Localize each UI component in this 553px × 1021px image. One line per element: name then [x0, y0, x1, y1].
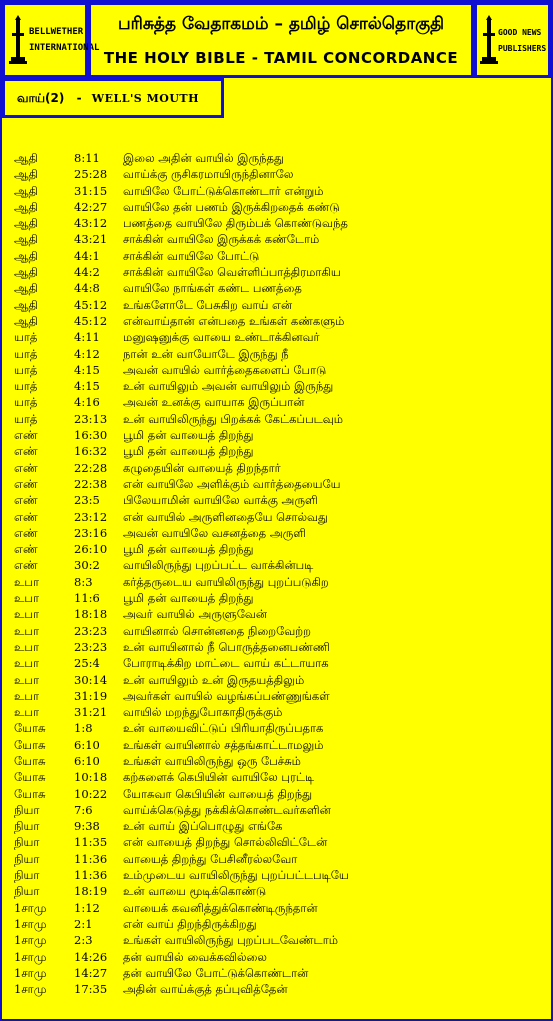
- book-abbrev: ஆதி: [14, 248, 38, 263]
- list-item: [14, 769, 544, 785]
- phrase: அதின் வாய்க்குத் தப்புவித்தேன்: [123, 982, 288, 997]
- book-abbrev: யாத்: [14, 362, 38, 377]
- good-news-logo: [474, 2, 551, 78]
- verse-ref: 1:8: [74, 721, 93, 736]
- list-item: [14, 541, 544, 557]
- phrase: கர்த்தருடைய வாயிலிருந்து புறப்படுகிற: [123, 574, 329, 589]
- list-item: [14, 297, 544, 313]
- book-abbrev: யாத்: [14, 411, 38, 426]
- book-abbrev: நியா: [14, 868, 40, 883]
- book-abbrev: 1சாமு: [14, 916, 47, 931]
- phrase: பூமி தன் வாயைத் திறந்து: [123, 428, 254, 443]
- book-abbrev: ஆதி: [14, 281, 38, 296]
- book-abbrev: ஆதி: [14, 216, 38, 231]
- list-item: [14, 704, 544, 720]
- phrase: உன் வாயை மூடிக்கொண்டு: [123, 884, 267, 899]
- list-item: [14, 199, 544, 215]
- list-item: [14, 655, 544, 671]
- phrase: இலை அதின் வாயில் இருந்தது: [123, 151, 284, 165]
- book-abbrev: யாத்: [14, 330, 38, 345]
- list-item: [14, 867, 544, 883]
- phrase: பணத்தை வாயிலே திரும்பக் கொண்டுவந்த: [123, 216, 348, 231]
- list-item: [14, 900, 544, 916]
- book-abbrev: நியா: [14, 802, 40, 817]
- book-abbrev: ஆதி: [14, 313, 38, 328]
- phrase: அவர்கள் வாயில் வழங்கப்பண்ணுங்கள்: [123, 688, 330, 703]
- verse-ref: 30:2: [74, 558, 100, 573]
- phrase: மனுஷனுக்கு வாயை உண்டாக்கினவர்: [123, 330, 320, 345]
- list-item: [14, 802, 544, 818]
- phrase: வாய்க்கு ருசிகரமாயிருந்தினாலே: [123, 167, 294, 182]
- title-box: [88, 2, 474, 78]
- list-item: [14, 574, 544, 590]
- verse-ref: 8:3: [74, 574, 93, 589]
- verse-ref: 11:35: [74, 835, 108, 850]
- verse-ref: 44:1: [74, 248, 100, 263]
- verse-ref: 25:4: [74, 656, 100, 671]
- list-item: [14, 183, 544, 199]
- phrase: அவன் வாயிலே வசனத்தை அருளி: [123, 525, 306, 540]
- book-abbrev: எண்: [14, 558, 38, 573]
- verse-ref: 14:26: [74, 949, 108, 964]
- list-item: [14, 411, 544, 427]
- phrase: உன் வாயிலிருந்து பிறக்கக் கேட்கப்படவும்: [123, 411, 344, 426]
- verse-ref: 23:13: [74, 411, 108, 426]
- verse-ref: 6:10: [74, 737, 100, 752]
- list-item: [14, 590, 544, 606]
- verse-ref: 4:15: [74, 379, 100, 394]
- list-item: [14, 965, 544, 981]
- book-abbrev: உபா: [14, 672, 39, 687]
- list-item: [14, 166, 544, 182]
- list-item: [14, 378, 544, 394]
- book-abbrev: யோசு: [14, 786, 46, 801]
- list-item: [14, 753, 544, 769]
- phrase: வாயைக் கவனித்துக்கொண்டிருந்தான்: [123, 900, 318, 915]
- book-abbrev: யோசு: [14, 721, 46, 736]
- phrase: என் வாயில் அருளினதையே சொல்வது: [123, 509, 329, 524]
- phrase: உன் வாயிலும் அவன் வாயிலும் இருந்து: [123, 379, 334, 394]
- list-item: [14, 557, 544, 573]
- book-abbrev: நியா: [14, 819, 40, 834]
- verse-ref: 44:8: [74, 281, 100, 296]
- book-abbrev: 1சாமு: [14, 933, 47, 948]
- verse-ref: 23:16: [74, 525, 108, 540]
- book-abbrev: உபா: [14, 705, 39, 720]
- list-item: [14, 525, 544, 541]
- book-abbrev: ஆதி: [14, 232, 38, 247]
- book-abbrev: உபா: [14, 656, 39, 671]
- list-item: [14, 786, 544, 802]
- verse-ref: 10:18: [74, 770, 108, 785]
- book-abbrev: யோசு: [14, 753, 46, 768]
- phrase: வாயிலே நாங்கள் கண்ட பணத்தை: [123, 281, 302, 296]
- verse-ref: 16:30: [74, 428, 108, 443]
- book-abbrev: உபா: [14, 639, 39, 654]
- verse-ref: 26:10: [74, 542, 108, 557]
- phrase: வாயில் மறந்துபோகாதிருக்கும்: [123, 705, 283, 720]
- book-abbrev: எண்: [14, 460, 38, 475]
- verse-ref: 23:5: [74, 493, 100, 508]
- phrase: என் வாயிலே அளிக்கும் வார்த்தையையே: [123, 476, 341, 491]
- book-abbrev: உபா: [14, 623, 39, 638]
- list-item: [14, 362, 544, 378]
- list-item: [14, 720, 544, 736]
- verse-ref: 30:14: [74, 672, 108, 687]
- book-abbrev: எண்: [14, 444, 38, 459]
- phrase: என் வாய் திறந்திருக்கிறது: [123, 916, 257, 931]
- phrase: வாயிலிருந்து புறப்பட்ட வாக்கின்படி: [123, 558, 314, 573]
- list-item: [14, 280, 544, 296]
- verse-ref: 31:21: [74, 705, 108, 720]
- list-item: [14, 492, 544, 508]
- phrase: யோசுவா கெபியின் வாயைத் திறந்து: [123, 786, 313, 801]
- book-abbrev: 1சாமு: [14, 965, 47, 980]
- verse-ref: 7:6: [74, 802, 93, 817]
- phrase: உன் வாய் இப்பொழுது எங்கே: [123, 819, 283, 834]
- list-item: [14, 834, 544, 850]
- book-abbrev: நியா: [14, 851, 40, 866]
- list-item: [14, 215, 544, 231]
- verse-ref: 4:11: [74, 330, 100, 345]
- verse-ref: 10:22: [74, 786, 108, 801]
- phrase: நான் உன் வாயோடே இருந்து நீ: [123, 346, 289, 361]
- list-item: [14, 688, 544, 704]
- list-item: [14, 443, 544, 459]
- verse-ref: 11:36: [74, 868, 108, 883]
- book-abbrev: யோசு: [14, 737, 46, 752]
- verse-ref: 45:12: [74, 313, 108, 328]
- verse-ref: 6:10: [74, 753, 100, 768]
- subject-box: [2, 78, 224, 118]
- book-abbrev: யாத்: [14, 395, 38, 410]
- list-item: [14, 313, 544, 329]
- book-abbrev: ஆதி: [14, 167, 38, 182]
- list-item: [14, 883, 544, 899]
- list-item: [14, 509, 544, 525]
- list-item: [14, 264, 544, 280]
- verse-ref: 22:28: [74, 460, 108, 475]
- subject-english: WELL'S MOUTH: [91, 92, 200, 105]
- phrase: சாக்கின் வாயிலே போட்டு: [123, 248, 260, 263]
- phrase: வாயிலே போட்டுக்கொண்டார் என்றும்: [123, 183, 324, 198]
- book-abbrev: ஆதி: [14, 297, 38, 312]
- book-abbrev: உபா: [14, 688, 39, 703]
- phrase: உங்களோடே பேசுகிற வாய் என்: [123, 297, 293, 312]
- list-item: [14, 150, 544, 166]
- verse-ref: 11:6: [74, 591, 100, 606]
- verse-ref: 18:19: [74, 884, 108, 899]
- phrase: வாயிலே தன் பணம் இருக்கிறதைக் கண்டு: [123, 199, 340, 214]
- subject-tamil: வாய்(2): [17, 91, 65, 105]
- list-item: [14, 231, 544, 247]
- list-item: [14, 981, 544, 997]
- book-abbrev: எண்: [14, 493, 38, 508]
- phrase: சாக்கின் வாயிலே இருக்கக் கண்டோம்: [123, 232, 320, 247]
- bellwether-logo: [2, 2, 100, 78]
- phrase: உன் வாயைவிட்டுப் பிரியாதிருப்பதாக: [123, 721, 324, 736]
- book-abbrev: 1சாமு: [14, 900, 47, 915]
- book-abbrev: உபா: [14, 607, 39, 622]
- book-abbrev: ஆதி: [14, 151, 38, 165]
- phrase: உங்கள் வாயிலிருந்து ஒரு பேச்சும்: [123, 753, 301, 768]
- verse-ref: 25:28: [74, 167, 108, 182]
- phrase: என்வாய்தான் என்பதை உங்கள் கண்களும்: [123, 313, 345, 328]
- left-logo-line1: BELLWETHER: [29, 27, 84, 37]
- list-item: [14, 639, 544, 655]
- book-abbrev: எண்: [14, 476, 38, 491]
- phrase: வாய்க்கெடுத்து நக்கிக்கொண்டவர்களின்: [123, 802, 331, 817]
- phrase: உங்கள் வாயிலிருந்து புறப்படவேண்டாம்: [123, 933, 338, 948]
- verse-ref: 44:2: [74, 265, 100, 280]
- book-abbrev: யாத்: [14, 379, 38, 394]
- lamp-icon: [5, 5, 85, 75]
- list-item: [14, 427, 544, 443]
- verse-ref: 14:27: [74, 965, 108, 980]
- book-abbrev: நியா: [14, 835, 40, 850]
- verse-ref: 16:32: [74, 444, 108, 459]
- subject-heading: [17, 91, 199, 107]
- verse-ref: 9:38: [74, 819, 100, 834]
- subject-separator: -: [76, 91, 82, 105]
- book-abbrev: உபா: [14, 591, 39, 606]
- verse-ref: 43:12: [74, 216, 108, 231]
- verse-ref: 1:12: [74, 900, 100, 915]
- verse-ref: 4:16: [74, 395, 100, 410]
- phrase: கற்களைக் கெபியின் வாயிலே புரட்டி: [123, 770, 315, 785]
- list-item: [14, 737, 544, 753]
- phrase: என் வாயைத் திறந்து சொல்லிவிட்டேன்: [123, 835, 328, 850]
- phrase: தன் வாயிலே போட்டுக்கொண்டான்: [123, 965, 309, 980]
- book-abbrev: யாத்: [14, 346, 38, 361]
- phrase: உங்கள் வாயினால் சத்தங்காட்டாமலும்: [123, 737, 324, 752]
- right-logo-line1: GOOD NEWS: [498, 28, 542, 37]
- verse-ref: 42:27: [74, 199, 108, 214]
- verse-ref: 17:35: [74, 982, 108, 997]
- book-abbrev: 1சாமு: [14, 982, 47, 997]
- list-item: [14, 329, 544, 345]
- left-logo-line2: INTERNATIONAL: [29, 43, 100, 53]
- phrase: கழுதையின் வாயைத் திறந்தார்: [123, 460, 281, 475]
- book-abbrev: 1சாமு: [14, 949, 47, 964]
- list-item: [14, 460, 544, 476]
- list-item: [14, 851, 544, 867]
- book-abbrev: யோசு: [14, 770, 46, 785]
- verse-ref: 11:36: [74, 851, 108, 866]
- verse-ref: 31:15: [74, 183, 108, 198]
- list-item: [14, 476, 544, 492]
- book-abbrev: நியா: [14, 884, 40, 899]
- title-english: THE HOLY BIBLE - TAMIL CONCORDANCE: [103, 49, 459, 67]
- phrase: அவன் உனக்கு வாயாக இருப்பான்: [123, 395, 305, 410]
- verse-ref: 45:12: [74, 297, 108, 312]
- phrase: வாயினால் சொன்னதை நிறைவேற்ற: [123, 623, 311, 638]
- phrase: உம்முடைய வாயிலிருந்து புறப்பட்டபடியே: [123, 868, 349, 883]
- verse-ref: 2:3: [74, 933, 93, 948]
- book-abbrev: ஆதி: [14, 183, 38, 198]
- right-logo-line2: PUBLISHERS: [498, 44, 547, 53]
- verse-ref: 31:19: [74, 688, 108, 703]
- verse-ref: 2:1: [74, 916, 93, 931]
- verse-ref: 23:12: [74, 509, 108, 524]
- phrase: பிலேயாமின் வாயிலே வாக்கு அருளி: [123, 493, 318, 508]
- verse-ref: 23:23: [74, 639, 108, 654]
- verse-ref: 8:11: [74, 151, 100, 165]
- phrase: போராடிக்கிற மாட்டை வாய் கட்டாயாக: [123, 656, 329, 671]
- list-item: [14, 916, 544, 932]
- verse-ref: 43:21: [74, 232, 108, 247]
- phrase: சாக்கின் வாயிலே வெள்ளிப்பாத்திரமாகிய: [123, 265, 341, 280]
- verse-ref: 22:38: [74, 476, 108, 491]
- phrase: பூமி தன் வாயைத் திறந்து: [123, 542, 254, 557]
- phrase: தன் வாயில் வைக்கவில்லை: [123, 949, 267, 964]
- book-abbrev: எண்: [14, 542, 38, 557]
- list-item: [14, 932, 544, 948]
- phrase: உன் வாயினால் நீ பொருத்தனைபண்ணி: [123, 639, 330, 654]
- book-abbrev: ஆதி: [14, 199, 38, 214]
- list-item: [14, 949, 544, 965]
- title-tamil: பரிசுத்த வேதாகமம் – தமிழ் சொல்தொகுதி: [117, 14, 445, 34]
- verse-ref: 23:23: [74, 623, 108, 638]
- phrase: உன் வாயிலும் உன் இருதயத்திலும்: [123, 672, 305, 687]
- phrase: பூமி தன் வாயைத் திறந்து: [123, 591, 254, 606]
- list-item: [14, 394, 544, 410]
- book-abbrev: எண்: [14, 428, 38, 443]
- concordance-list: [14, 150, 544, 997]
- verse-ref: 18:18: [74, 607, 108, 622]
- verse-ref: 4:12: [74, 346, 100, 361]
- book-abbrev: எண்: [14, 509, 38, 524]
- book-abbrev: உபா: [14, 574, 39, 589]
- phrase: அவர் வாயில் அருளுவேன்: [123, 607, 268, 622]
- list-item: [14, 623, 544, 639]
- list-item: [14, 346, 544, 362]
- book-abbrev: ஆதி: [14, 265, 38, 280]
- phrase: வாயைத் திறந்து பேசினீரல்லவோ: [123, 851, 298, 866]
- lamp-icon: [477, 5, 548, 75]
- phrase: பூமி தன் வாயைத் திறந்து: [123, 444, 254, 459]
- phrase: அவன் வாயில் வார்த்தைகளைப் போடு: [123, 362, 327, 377]
- book-abbrev: எண்: [14, 525, 38, 540]
- list-item: [14, 672, 544, 688]
- verse-ref: 4:15: [74, 362, 100, 377]
- list-item: [14, 248, 544, 264]
- list-item: [14, 818, 544, 834]
- list-item: [14, 606, 544, 622]
